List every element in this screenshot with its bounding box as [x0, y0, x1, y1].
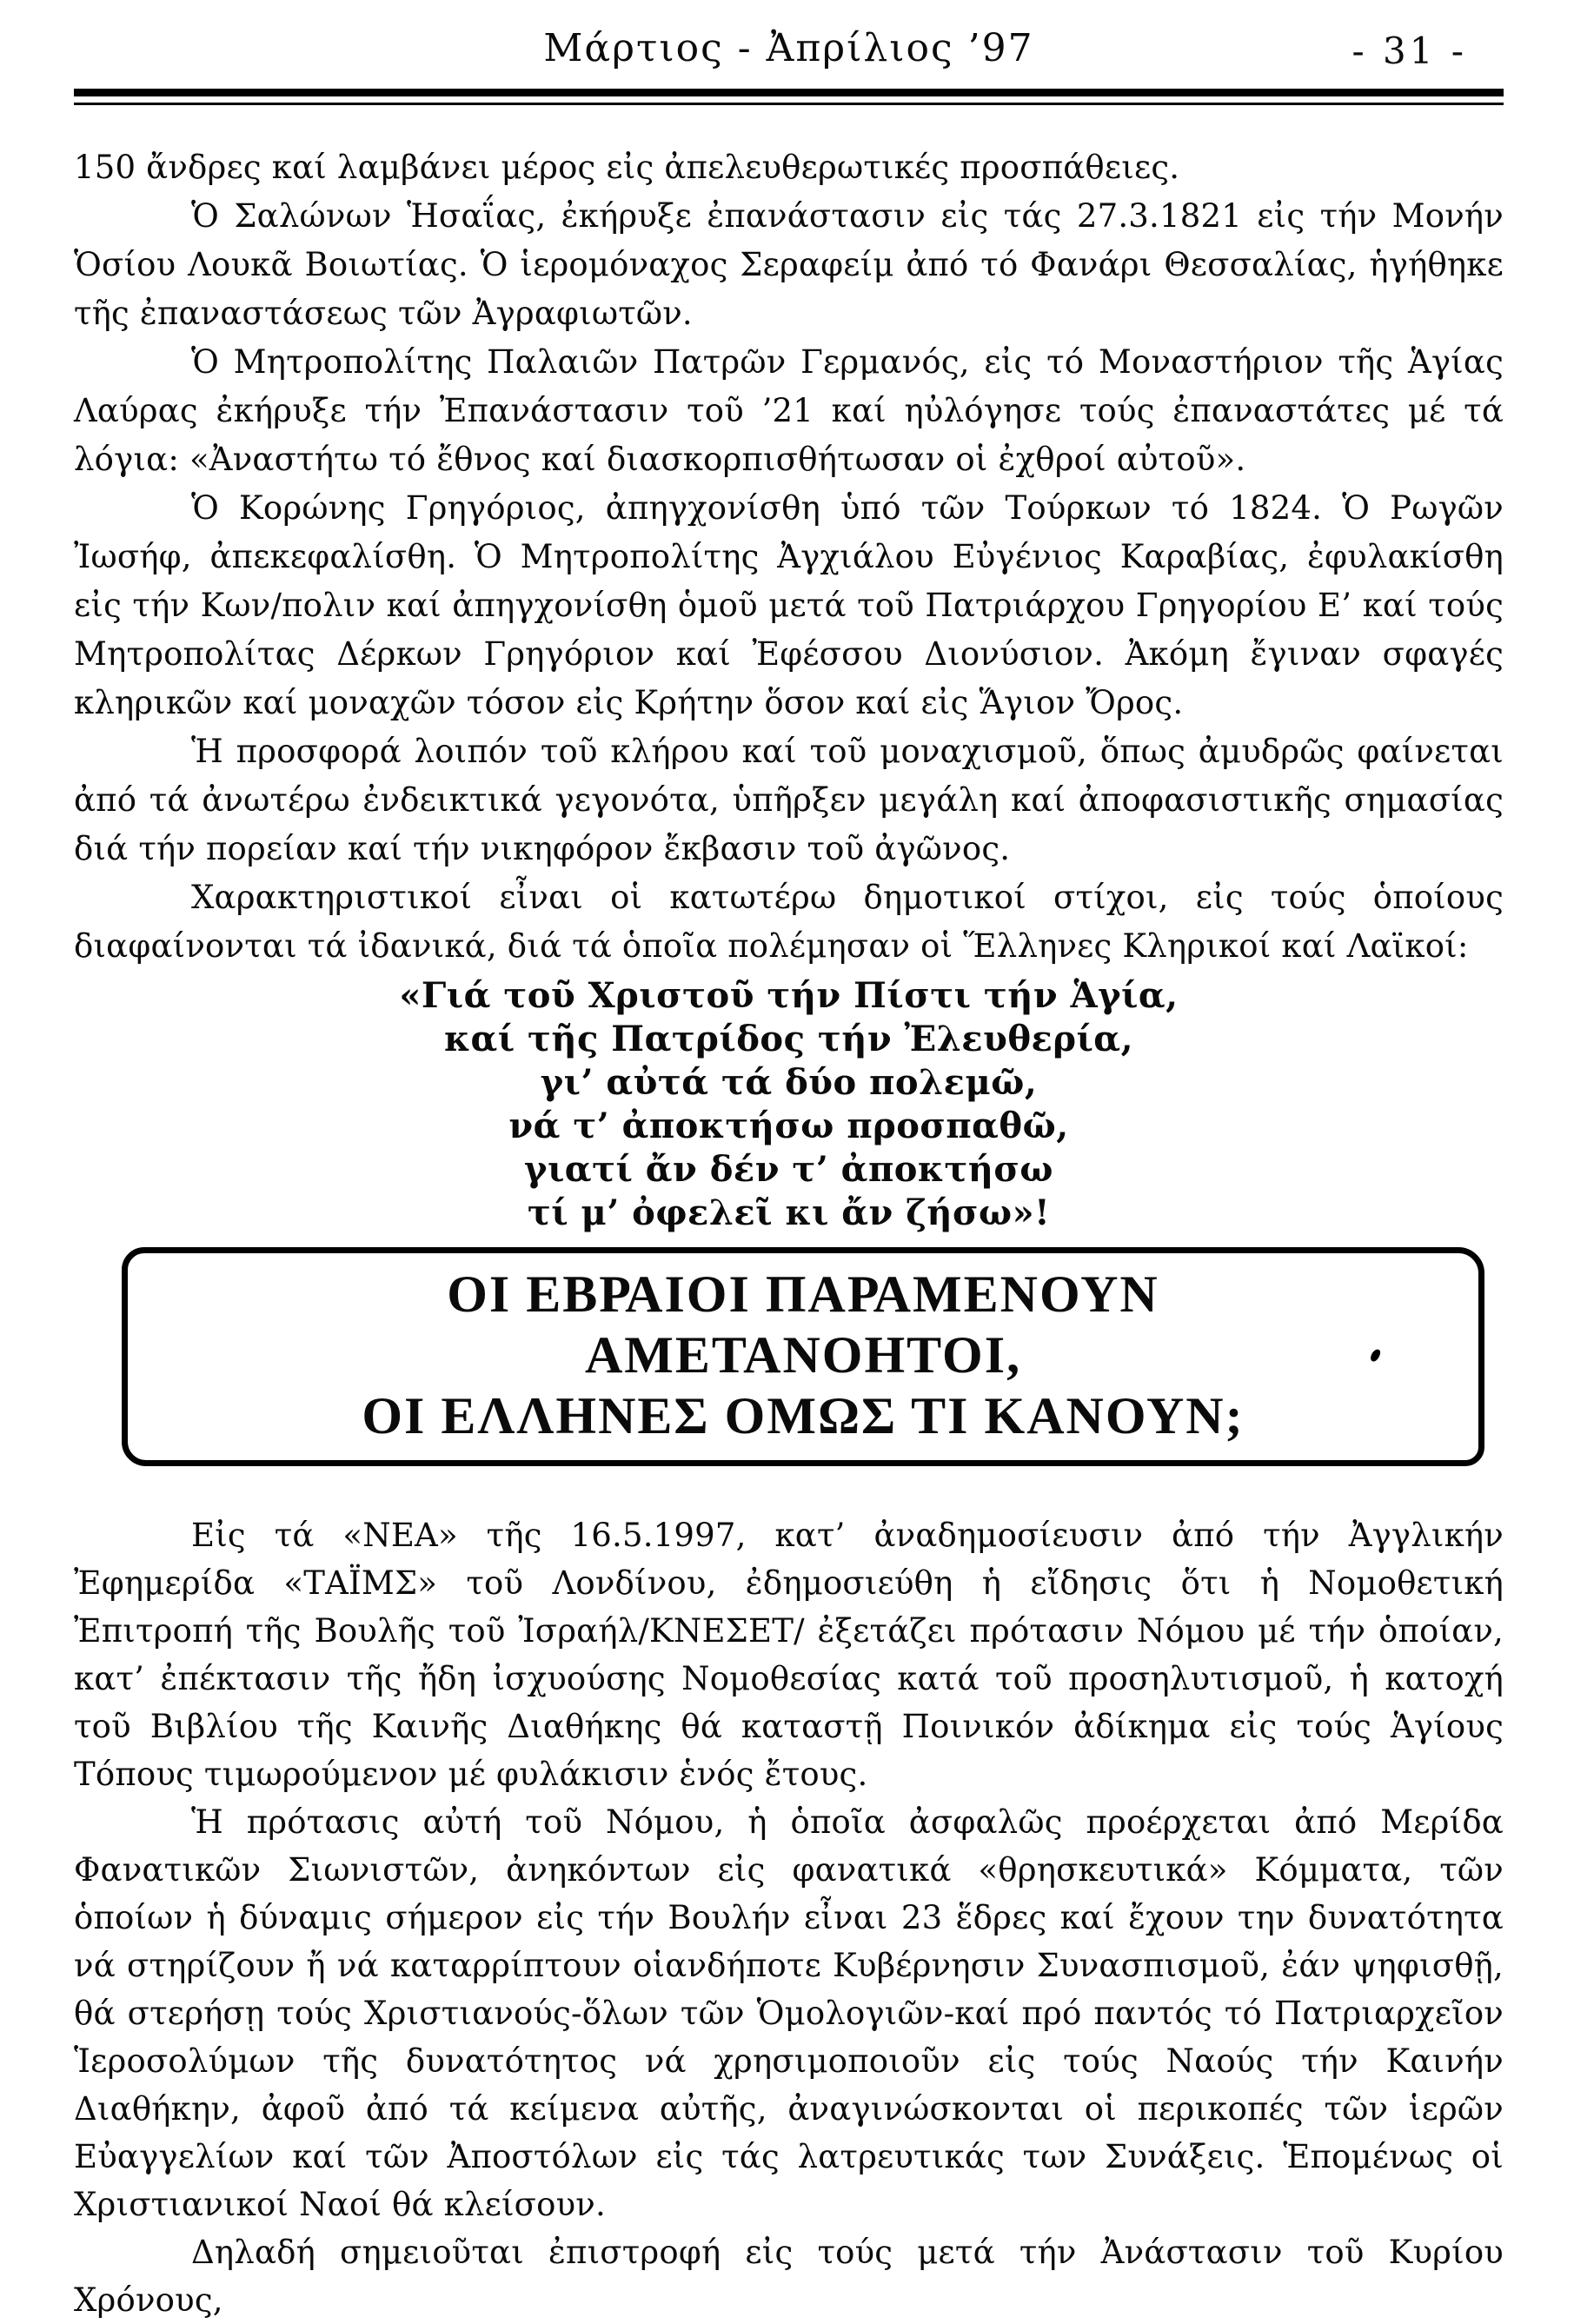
paragraph-continuation: 150 ἄνδρες καί λαμβάνει μέρος εἰς ἀπελευθερωτικές προσπάθειες. — [74, 149, 1180, 186]
issue-title: Μάρτιος - Ἀπρίλιος ’97 — [543, 26, 1034, 70]
page-number: - 31 - — [1352, 30, 1467, 72]
paragraph-nea-taims: Εἰς τά «ΝΕΑ» τῆς 16.5.1997, κατ’ ἀναδημοσίευσιν ἀπό τήν Ἀγγλικήν Ἐφημερίδα «ΤΑΪΜΣ» τοῦ Λονδίνου, ἐδημοσιεύθη ἡ εἴδησις ὅτι ἡ Νομοθετική Ἐπιτροπή τῆς Βουλῆς τοῦ Ἰσραήλ/ΚΝΕΣΕΤ/ ἐξετάζει πρότασιν Νόμου μέ τήν ὁποίαν, κατ’ ἐπέκτασιν τῆς ἤδη ἰσχυούσης Νομοθεσίας κατά τοῦ προσηλυτισμοῦ, ἡ κατοχή τοῦ Βιβλίου τῆς Καινῆς Διαθήκης θά καταστῇ Ποινικόν ἀδίκημα εἰς τούς Ἁγίους Τόπους τιμωρούμενον μέ φυλάκισιν ἑνός ἔτους. — [74, 1517, 1504, 1793]
poem-line: γι’ αὐτά τά δύο πολεμῶ, — [540, 1062, 1038, 1103]
paragraph-germanos: Ὁ Μητροπολίτης Παλαιῶν Πατρῶν Γερμανός, εἰς τό Μοναστήριον τῆς Ἁγίας Λαύρας ἐκήρυξε τήν Ἐπανάστασιν τοῦ ’21 καί ηὐλόγησε τούς ἐπαναστάτες μέ τά λόγια: «Ἀναστήτω τό ἔθνος καί διασκορπισθήτωσαν οἱ ἐχθροί αὐτοῦ». — [74, 343, 1504, 478]
paragraph-prosfora: Ἡ προσφορά λοιπόν τοῦ κλήρου καί τοῦ μοναχισμοῦ, ὅπως ἀμυδρῶς φαίνεται ἀπό τά ἀνωτέρω ἐνδεικτικά γεγονότα, ὑπῆρξεν μεγάλη καί ἀποφασιστικῆς σημασίας διά τήν πορείαν καί τήν νικηφόρον ἔκβασιν τοῦ ἀγῶνος. — [74, 733, 1504, 867]
paragraph-protasis-nomou: Ἡ πρότασις αὐτή τοῦ Νόμου, ἡ ὁποῖα ἀσφαλῶς προέρχεται ἀπό Μερίδα Φανατικῶν Σιωνιστῶν, ἀνηκόντων εἰς φανατικά «θρησκευτικά» Κόμματα, τῶν ὁποίων ἡ δύναμις σήμερον εἰς τήν Βουλήν εἶναι 23 ἕδρες καί ἔχουν την δυνατότητα νά στηρίζουν ἤ νά καταρρίπτουν οἱανδήποτε Κυβέρνησιν Συνασπισμοῦ, ἐάν ψηφισθῇ, θά στερήσῃ τούς Χριστιανούς-ὅλων τῶν Ὁμολογιῶν-καί πρό παντός τό Πατριαρχεῖον Ἱεροσολύμων τῆς δυνατότητος νά χρησιμοποιοῦν εἰς τούς Ναούς τήν Καινήν Διαθήκην, ἀφοῦ ἀπό τά κείμενα αὐτῆς, ἀναγινώσκονται οἱ περικοπές τῶν ἱερῶν Εὐαγγελίων καί τῶν Ἀποστόλων εἰς τάς λατρευτικάς των Συνάξεις. Ἑπομένως οἱ Χριστιανικοί Ναοί θά κλείσουν. — [74, 1803, 1504, 2223]
paragraph-koronis: Ὁ Κορώνης Γρηγόριος, ἀπηγχονίσθη ὑπό τῶν Τούρκων τό 1824. Ὁ Ρωγῶν Ἰωσήφ, ἀπεκεφαλίσθη. Ὁ Μητροπολίτης Ἀγχιάλου Εὐγένιος Καραβίας, ἐφυλακίσθη εἰς τήν Κων/πολιν καί ἀπηγχονίσθη ὁμοῦ μετά τοῦ Πατριάρχου Γρηγορίου Ε’ καί τούς Μητροπολίτας Δέρκων Γρηγόριον καί Ἐφέσσου Διονύσιον. Ἀκόμη ἔγιναν σφαγές κληρικῶν καί μοναχῶν τόσον εἰς Κρήτην ὅσον καί εἰς Ἅγιον Ὄρος. — [74, 489, 1504, 721]
headline-line: ΟΙ ΕΒΡΑΙΟΙ ΠΑΡΑΜΕΝΟΥΝ — [447, 1265, 1159, 1323]
headline-box — [122, 1247, 1484, 1466]
divider-rule-thick — [74, 89, 1504, 96]
headline-line: ΟΙ ΕΛΛΗΝΕΣ ΟΜΩΣ ΤΙ ΚΑΝΟΥΝ; — [362, 1387, 1245, 1444]
paragraph-salonon-isaias: Ὁ Σαλώνων Ἡσαΐας, ἐκήρυξε ἐπανάστασιν εἰς τάς 27.3.1821 εἰς τήν Μονήν Ὁσίου Λουκᾶ Βοιωτίας. Ὁ ἱερομόναχος Σεραφείμ ἀπό τό Φανάρι Θεσσαλίας, ἡγήθηκε τῆς ἐπαναστάσεως τῶν Ἀγραφιωτῶν. — [74, 197, 1504, 332]
divider-rule-thin — [74, 103, 1504, 105]
folk-poem — [74, 974, 1504, 1235]
headline-line: ΑΜΕΤΑΝΟΗΤΟΙ, — [584, 1326, 1022, 1384]
poem-line: «Γιά τοῦ Χριστοῦ τήν Πίστι τήν Ἁγία, — [399, 975, 1179, 1016]
article-body — [74, 143, 1504, 2324]
poem-line: τί μ’ ὀφελεῖ κι ἄν ζήσω»! — [527, 1192, 1051, 1233]
poem-line: γιατί ἄν δέν τ’ ἀποκτήσω — [524, 1149, 1053, 1190]
poem-line: καί τῆς Πατρίδος τήν Ἐλευθερία, — [443, 1019, 1134, 1059]
paragraph-diladi: Δηλαδή σημειοῦται ἐπιστροφή εἰς τούς μετά τήν Ἀνάστασιν τοῦ Κυρίου Χρόνους, — [74, 2234, 1504, 2319]
poem-line: νά τ’ ἀποκτήσω προσπαθῶ, — [508, 1106, 1069, 1146]
magazine-page — [0, 26, 1574, 2324]
page-header — [74, 26, 1504, 80]
paragraph-charaktiristikoi: Χαρακτηριστικοί εἶναι οἱ κατωτέρω δημοτικοί στίχοι, εἰς τούς ὁποίους διαφαίνονται τά ἰδανικά, διά τά ὁποῖα πολέμησαν οἱ Ἕλληνες Κληρικοί καί Λαϊκοί: — [74, 879, 1504, 965]
